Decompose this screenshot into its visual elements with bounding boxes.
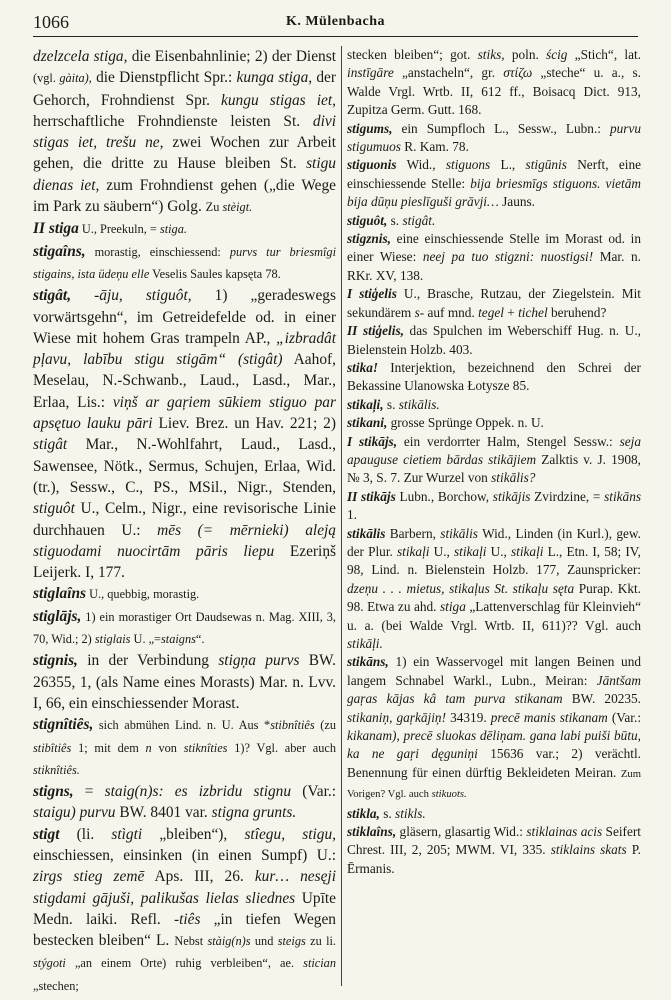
entry-text: Zu: [205, 200, 223, 215]
dictionary-entry: [347, 46, 641, 120]
entry-text: stiga.: [159, 222, 187, 237]
entry-text: zu li.: [305, 934, 336, 949]
entry-text: U. „=: [130, 632, 162, 647]
entry-text: P. Ērmanis.: [347, 842, 642, 876]
entry-text: stikāļi.: [347, 636, 383, 651]
headword: stikāns,: [347, 654, 389, 670]
entry-text: s.: [383, 396, 399, 412]
headword: I stiģelis: [347, 286, 397, 302]
dictionary-entry: [33, 583, 336, 605]
entry-text: Aahof, Meselau, N.-Schwanb., Laud., Lasd., Mar., Erlaa, Lis.:: [33, 351, 336, 411]
entry-text: eine einschiessende Stelle im Morast od. in einer Wiese:: [347, 231, 641, 265]
entry-text: Wid., Linden (in Kurl.), gew. der Plur.: [347, 525, 641, 559]
entry-text: stiknîtiês.: [33, 762, 80, 777]
entry-text: „anstacheln“, gr.: [393, 65, 504, 81]
entry-text: „izbradât pļavu, labību stigu stigām“ (stigât): [33, 329, 336, 369]
entry-text: 1) „geradeswegs vorwärtsgehn“, im Getreidefelde od. in einer Wiese mit hohem Gras trampeln AP.,: [33, 287, 336, 347]
dictionary-entry: [347, 433, 641, 488]
entry-text: „an einem Orte) ruhig verbleiben“, ae.: [65, 956, 304, 971]
dictionary-entry: [347, 396, 641, 414]
entry-text: stikuots.: [431, 789, 467, 801]
running-title: K. Mülenbacha: [285, 14, 386, 29]
dictionary-entry: [347, 156, 641, 211]
entry-text: āju, stiguôt,: [99, 287, 192, 305]
entry-text: 1)? Vgl. aber auch: [227, 740, 336, 755]
entry-text: tichel: [518, 304, 548, 320]
entry-text: =: [73, 783, 105, 801]
entry-text: stàig(n)s: [207, 934, 251, 949]
dictionary-entry: [347, 230, 641, 285]
entry-text: steigs: [277, 934, 306, 949]
dictionary-entry: [347, 653, 641, 804]
entry-text: stikājis: [492, 488, 531, 504]
headword: stigns,: [33, 783, 74, 801]
entry-text: morastig, einschiessend:: [85, 244, 230, 259]
entry-text: seja apauguse cietiem bārdas stikājiem: [347, 433, 641, 467]
entry-text: „bleiben“),: [142, 825, 245, 843]
entry-text: ścig: [546, 47, 568, 62]
entry-text: Zum Vorigen? Vgl. auch: [347, 768, 641, 801]
entry-text: tegel: [478, 304, 504, 320]
headword: stiglājs,: [33, 607, 82, 625]
entry-text: Wid.,: [396, 157, 446, 173]
entry-text: stikaļi: [510, 543, 544, 559]
entry-text: -: [71, 287, 100, 305]
entry-text: stiguons: [445, 157, 491, 173]
dictionary-entry: [33, 46, 336, 218]
entry-text: 1; mit dem: [71, 740, 146, 755]
entry-text: herrschaftliche Frohndienste leisten St.: [33, 112, 313, 130]
entry-text: Liev. Brez. un Hav. 221; 2): [152, 415, 336, 433]
entry-text: dzelzcela stiga,: [33, 48, 128, 65]
entry-text: BW. 20235.: [562, 691, 641, 707]
entry-text: n: [145, 740, 152, 755]
dictionary-entry: [347, 823, 641, 878]
entry-text: s.: [387, 212, 403, 228]
entry-text: zirgs stieg zemē: [33, 868, 145, 886]
entry-text: „Lattenverschlag für Kleinvieh“ u. a. (bei Walde Vrgl. Wrtb. II, 611)?? Vgl. auch: [347, 599, 641, 633]
entry-text: Lubn., Borchow,: [395, 488, 493, 504]
entry-text: das Spulchen im Weberschiff Hug. n. U., Bielenstein Holzb. 403.: [347, 323, 641, 357]
headword: stikla,: [347, 805, 380, 821]
dictionary-entry: [33, 218, 336, 240]
entry-text: kikanam), precē sluokas dēliņam. gana labi puiši būtu, ka ne gaŗi dęguniņi: [347, 728, 641, 762]
entry-text: 1.: [347, 507, 357, 523]
headword: stiguonis: [347, 157, 397, 173]
headword: stigznis,: [347, 231, 391, 247]
headword: stignîtiês,: [33, 716, 94, 734]
entry-text: stiguôt: [33, 500, 75, 518]
dictionary-entry: [347, 285, 641, 322]
entry-text: U.,: [486, 543, 511, 559]
entry-text: Upīte Medn. laiki. Refl.: [33, 889, 336, 928]
entry-text: in der Verbindung: [77, 652, 219, 670]
headword: stignis,: [33, 652, 78, 670]
entry-text: beruhend?: [547, 304, 607, 320]
headword: I stikājs,: [347, 433, 398, 449]
entry-text: stigât.: [402, 212, 436, 228]
dictionary-entry: [33, 606, 336, 651]
entry-text: stikāns: [604, 488, 642, 504]
headword: stigaîns,: [33, 242, 86, 260]
entry-text: viņš ar gaŗiem sūkiem stiguo par apsętuo lauku pāri: [33, 393, 336, 433]
entry-text: στίζω: [503, 65, 533, 81]
entry-text: Jauns.: [498, 194, 536, 210]
right-column: [347, 46, 641, 878]
dictionary-entry: [347, 488, 641, 525]
entry-text: (zu: [314, 718, 336, 733]
headword: stikālis: [347, 525, 386, 541]
entry-text: Nebst: [174, 934, 208, 949]
entry-text: zwei Wochen zur Arbeit gehen, die dritte zu Hause bleiben St.: [33, 134, 337, 173]
headword: II stikājs: [347, 488, 396, 504]
entry-text: stiks,: [477, 47, 505, 62]
entry-text: stikālis.: [398, 396, 440, 412]
dictionary-entry: [33, 714, 336, 781]
entry-text: stibîtiês: [33, 740, 72, 755]
entry-text: purvs tur briesmîgi stigains, ista üdeņu elle: [33, 244, 336, 281]
entry-text: 1) ein morastiger Ort Daudsewas n. Mag. XIII, 3, 70, Wid.; 2): [33, 609, 336, 647]
entry-text: purvu stigumuos: [347, 120, 641, 155]
entry-text: die Dienstpflicht Spr.:: [91, 69, 237, 87]
headword: II stiģelis,: [347, 323, 404, 339]
entry-text: staigns: [161, 632, 196, 647]
entry-text: (Var.:: [291, 783, 336, 801]
entry-text: stikaļi: [396, 543, 430, 559]
entry-text: „in tiefen Wegen bestecken bleiben“ L.: [33, 910, 336, 950]
entry-text: stigna grunts.: [211, 804, 297, 822]
entry-text: kungu stigas iet,: [221, 91, 336, 109]
entry-text: (vgl.: [33, 71, 60, 86]
dictionary-entry: [33, 241, 336, 286]
entry-text: und: [250, 934, 278, 949]
entry-text: stikālis: [440, 525, 478, 541]
entry-text: BW. 8401 var.: [115, 804, 212, 822]
dictionary-entry: [347, 212, 641, 230]
entry-text: s-: [414, 304, 425, 320]
entry-text: stecken bleiben“; got.: [347, 47, 478, 62]
dictionary-entry: [33, 285, 336, 583]
page-header: [33, 6, 638, 37]
entry-text: Aps. III, 26.: [144, 868, 255, 886]
headword: stiglaîns: [33, 585, 87, 603]
entry-text: stîegu, stigu,: [244, 825, 336, 843]
entry-text: stikaļi: [453, 543, 487, 559]
entry-text: einschiessen, einsinken (in einen Sumpf) U.:: [33, 846, 336, 864]
entry-text: dzeņu . . . mietus, stikaļus St. stikaļu sęta: [347, 580, 575, 596]
entry-text: Interjektion, bezeichnend den Schrei der Bekassine Ulanowska Łotysze 85.: [347, 359, 641, 394]
entry-text: Zalktis v. J. 1908, № 3, S. 7. Zur Wurzel von: [347, 451, 641, 486]
entry-text: Zvirdzine, =: [530, 488, 605, 504]
entry-text: U., Celm., Nigr., eine revisorische Linie durchhauen U.:: [33, 500, 336, 539]
page-number: 1066: [33, 12, 69, 32]
entry-text: stician: [303, 956, 336, 971]
entry-text: “.: [195, 632, 205, 647]
entry-text: R. Kam. 78.: [400, 139, 469, 155]
dictionary-entry: [33, 650, 336, 714]
entry-text: stýgoti: [33, 956, 66, 971]
headword: stiklaîns,: [347, 824, 397, 840]
entry-text: gläsern, glasartig Wid.:: [396, 824, 527, 840]
dictionary-entry: [347, 525, 641, 654]
entry-text: stiklainas acis: [526, 824, 603, 840]
entry-text: U.,: [429, 543, 454, 559]
headword: II stiga: [33, 220, 79, 238]
entry-text: divi stigas iet, trešu ne,: [33, 112, 336, 152]
entry-text: bija briesmīgs stiguons. vietām bija dūņu pieslīguši grāvji…: [347, 175, 641, 210]
dictionary-entry: [347, 359, 641, 396]
entry-text: von: [151, 740, 184, 755]
entry-text: BW. 26355, 1, (als Name eines Morasts) Mar. n. Lvv. I, 66, ein einschiessender Morast.: [33, 652, 336, 712]
entry-text: „steche“ u. a., s. Walde Vrgl. Wrtb. II, 612 ff., Boisacq Dict. 913, Zupitza Germ. Gutt. 168.: [347, 65, 641, 118]
entry-text: grosse Sprünge Oppek. n. U.: [387, 415, 544, 431]
entry-text: Ezeriņš Leijerk. I, 177.: [33, 542, 337, 582]
entry-text: stiknîties: [183, 740, 228, 755]
entry-text: „stechen;: [33, 978, 79, 993]
entry-text: Mar., N.-Wohlfahrt, Laud., Lasd., Sawensee, Nötk., Sermus, Schujen, Erlaa, Wid. (tr.), Sessw., C., PS., MSil., Nigr., Stenden,: [33, 436, 336, 496]
entry-text: mēs (= mērnieki) aleją stiguodami nuocirtām pāris liepu: [33, 521, 336, 560]
left-column: [33, 46, 336, 997]
entry-text: U., Preekuln, =: [78, 222, 160, 237]
entry-text: Jāntšam gaŗas kājas kâ tam purva stikanam: [347, 672, 641, 707]
entry-text: ein Sumpfloch L., Sessw., Lubn.:: [392, 120, 610, 136]
entry-text: stiklains skats: [550, 842, 627, 858]
entry-text: ein verdorrter Halm, Stengel Sessw.:: [397, 433, 620, 449]
entry-text: 15636 var.; 2) verächtl. Benennung für einen dürftig Bekleideten Meiran.: [347, 746, 641, 780]
dictionary-entry: [347, 120, 641, 157]
entry-text: stèigt.: [222, 200, 253, 215]
entry-text: stikls.: [395, 805, 426, 821]
headword: stiguôt,: [347, 212, 388, 228]
entry-text: Purap. Kkt. 98. Etwa zu ahd.: [347, 580, 641, 615]
entry-text: der Gehorch, Frohndienst Spr.: [33, 69, 336, 109]
entry-text: +: [503, 304, 519, 320]
entry-text: stigūnis: [525, 157, 567, 173]
entry-text: stigu dienas iet,: [33, 155, 336, 194]
entry-text: „Stich“, lat.: [567, 47, 641, 62]
entry-text: 1) ein Wasservogel mit langen Beinen und langem Schnabel Warkl., Lubn., Meiran:: [347, 654, 641, 688]
entry-text: kur… nesęji stigdami gājuši, palikušas lielas sliednes: [33, 868, 336, 907]
entry-text: sich abmühen Lind. n. U. Aus *: [93, 718, 271, 733]
entry-text: stigât: [33, 436, 68, 454]
entry-text: U., quebbig, morastig.: [86, 587, 200, 602]
entry-text: Mar. n. RKr. XV, 138.: [347, 249, 641, 283]
entry-text: die Eisenbahnlinie; 2) der Dienst: [127, 48, 337, 65]
entry-text: Barbern,: [385, 525, 441, 541]
dictionary-entry: [33, 824, 336, 997]
entry-text: stikālis?: [491, 470, 536, 486]
entry-text: (Var.:: [607, 709, 642, 725]
entry-text: U., Brasche, Rutzau, der Ziegelstein. Mit sekundärem: [347, 286, 641, 320]
dictionary-entry: [347, 805, 641, 823]
entry-text: zum Frohndienst gehen („die Wege im Park zu säubern“) Golg.: [33, 176, 336, 216]
headword: stika!: [347, 359, 379, 375]
entry-text: precē manis stikanam: [490, 709, 608, 725]
dictionary-entry: [33, 781, 336, 824]
entry-text: neej pa tuo stigzni: nuostigsi!: [422, 249, 594, 265]
entry-text: L., Etn. I, 58; IV, 98, Lind. n. Bielenstein Holzb. 177, Zaunspricker:: [347, 543, 641, 578]
entry-text: stiglais: [94, 632, 131, 647]
column-divider: [341, 46, 342, 986]
entry-text: auf mnd.: [424, 304, 479, 320]
entry-text: -tiês: [173, 910, 201, 928]
headword: stikani,: [347, 415, 388, 431]
headword: stigums,: [347, 120, 393, 136]
entry-text: kunga stiga,: [236, 69, 313, 87]
entry-text: stikaniņ, gaŗkājiņ!: [347, 709, 447, 725]
entry-text: 34319.: [446, 709, 491, 725]
entry-text: staigu) purvu: [33, 804, 116, 822]
dictionary-entry: [347, 322, 641, 359]
entry-text: stibnîtiês: [270, 718, 315, 733]
entry-text: L.,: [490, 157, 526, 173]
entry-text: Veselis Saules kapsęta 78.: [149, 266, 281, 281]
entry-text: stiga: [439, 599, 466, 615]
entry-text: stìgti: [111, 825, 143, 843]
headword: stigt: [33, 825, 60, 843]
headword: stigât,: [33, 287, 72, 305]
entry-text: Nerft, eine einschiessende Stelle:: [347, 157, 641, 191]
entry-text: gàita),: [59, 71, 92, 86]
dictionary-entry: [347, 414, 641, 432]
entry-text: s.: [379, 805, 396, 821]
entry-text: instīgāre: [347, 65, 394, 81]
entry-text: Seifert Chrest. III, 2, 205; MWM. VI, 335.: [347, 824, 642, 858]
entry-text: stigņa purvs: [218, 652, 300, 670]
entry-text: poln.: [504, 47, 547, 62]
entry-text: (li.: [59, 825, 112, 843]
headword: stikaļi,: [347, 396, 384, 412]
entry-text: staig(n)s: es izbridu stignu: [104, 783, 292, 801]
